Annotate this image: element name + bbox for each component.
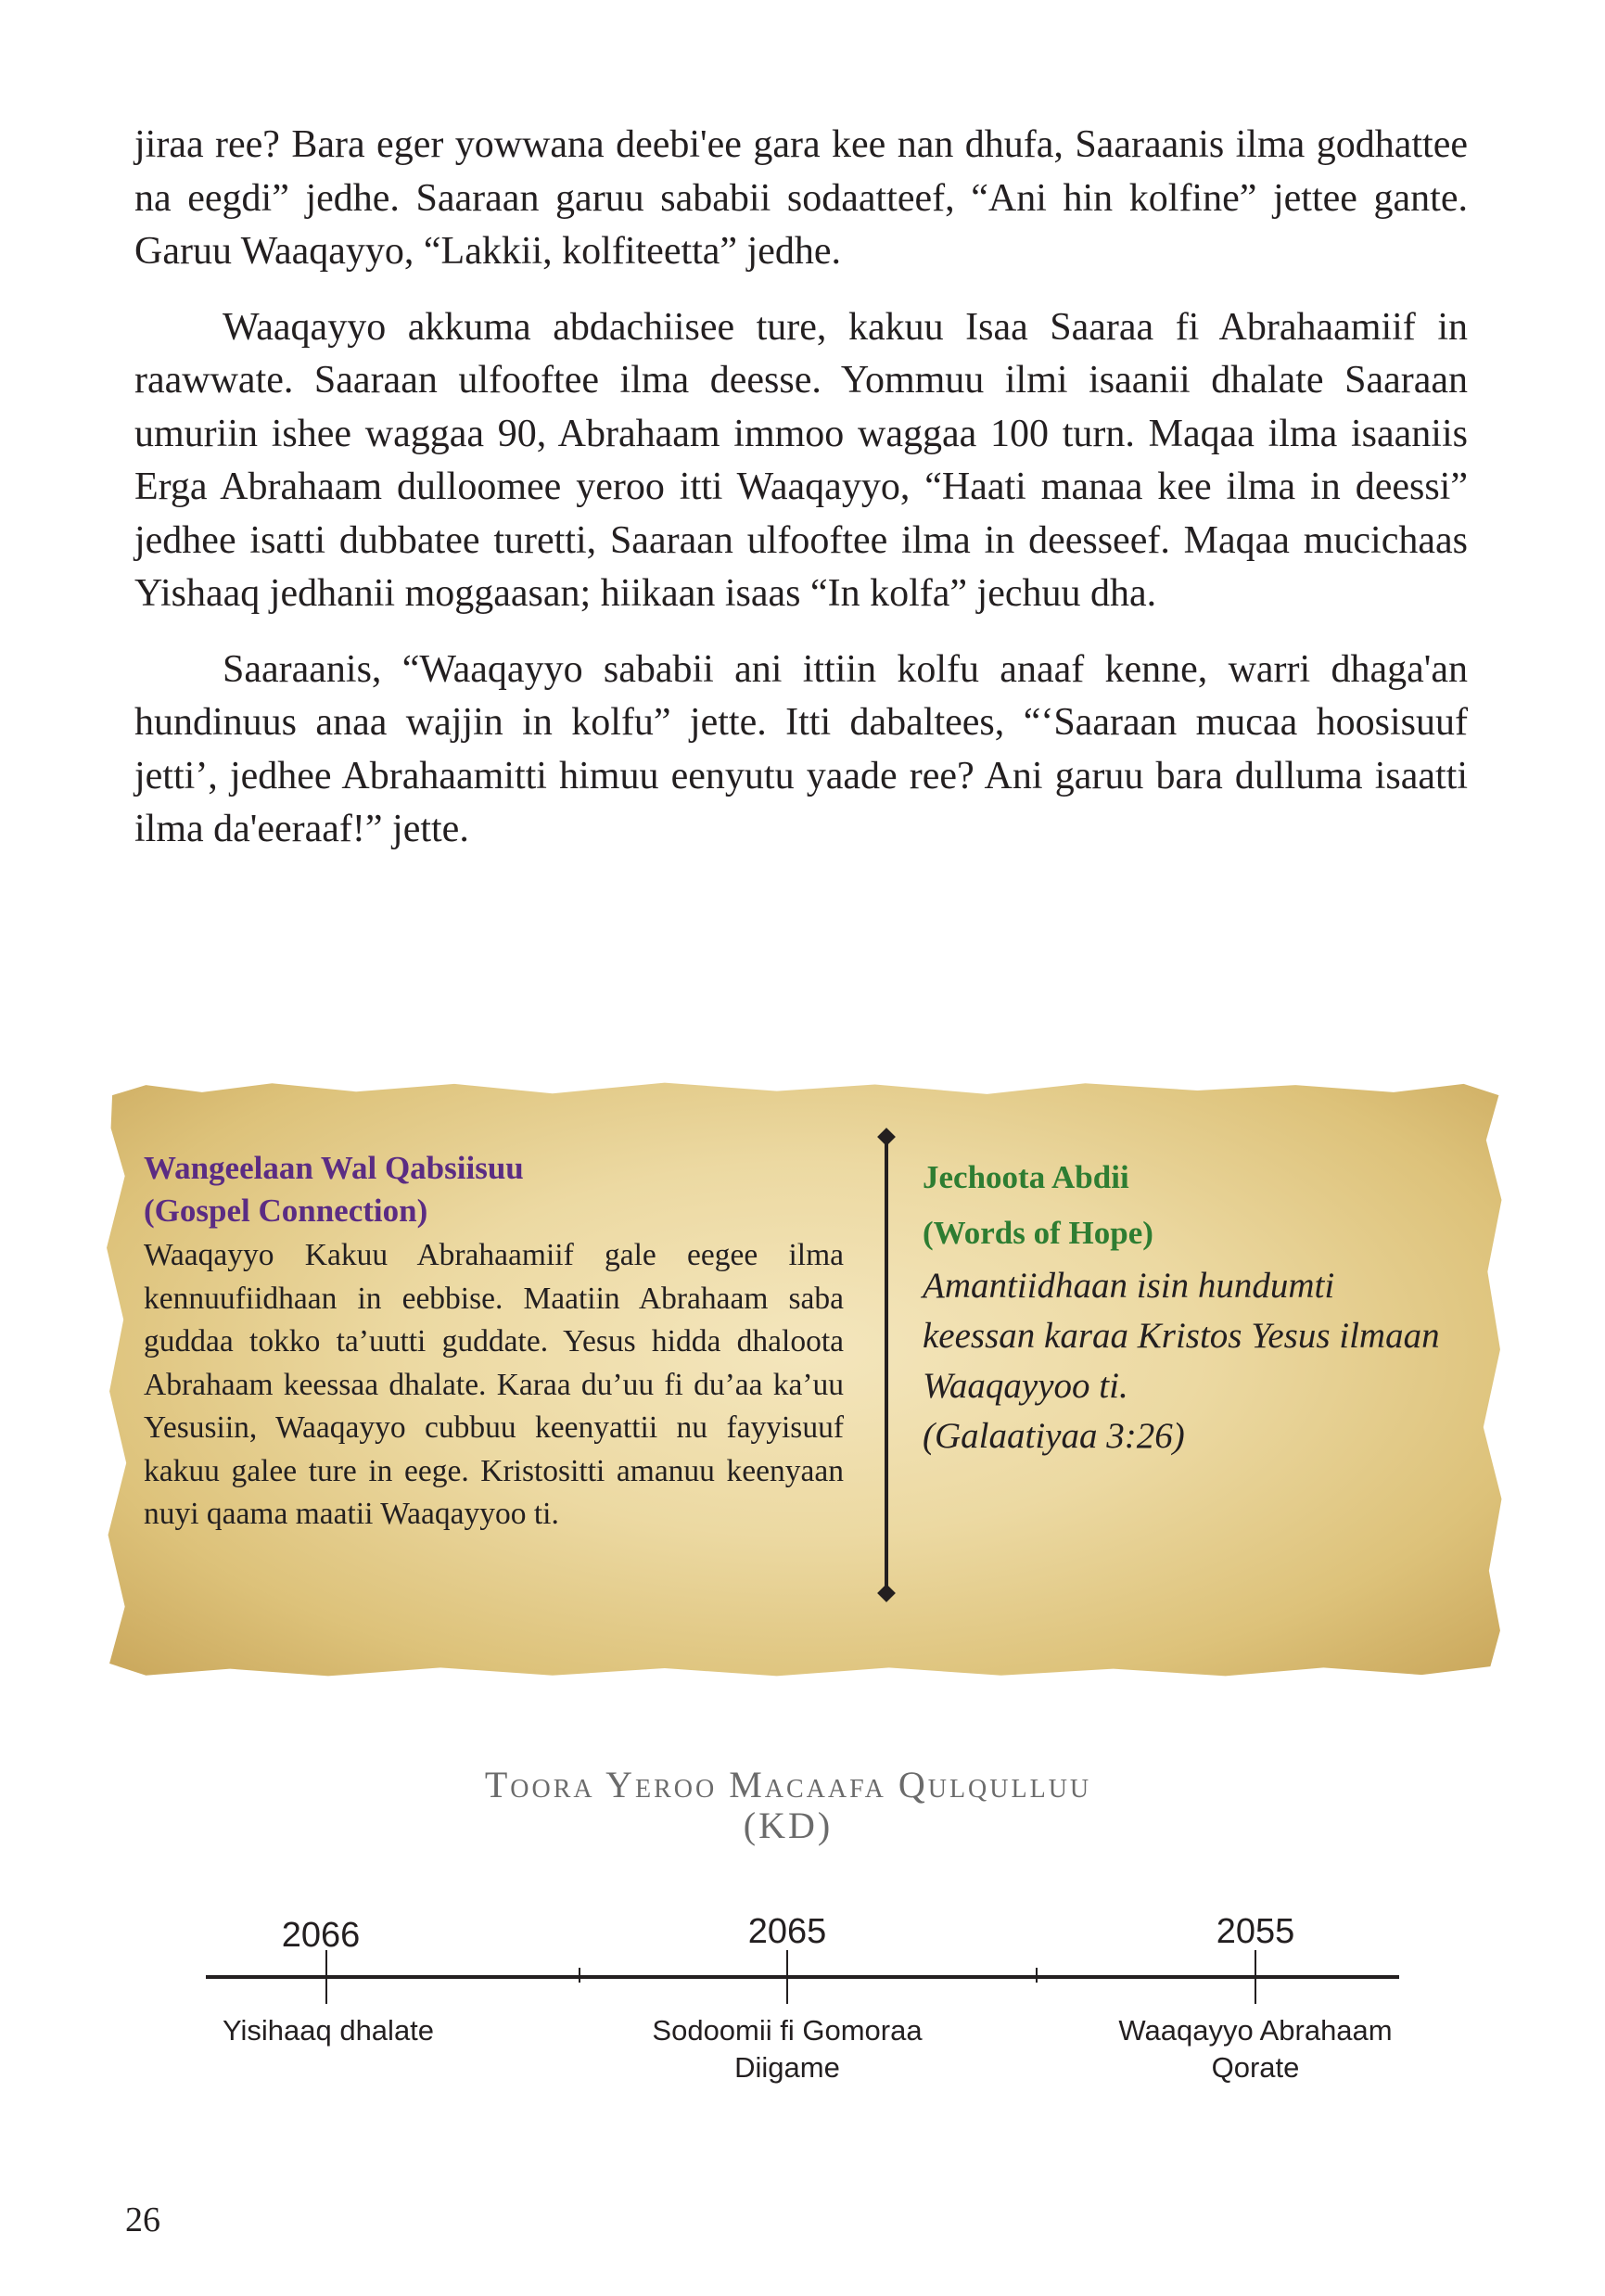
paragraph-1: jiraa ree? Bara eger yowwana deebi'ee gara kee nan dhufa, Saaraanis ilma godhattee na eegdi” jedhe. Saaraan garuu sababii sodaatteef, “Ani hin kolfine” jettee gante. Garuu Waaqayyo, “Lakkii, kolfiteetta” jedhe. <box>134 123 1468 273</box>
timeline-label-3-line1: Waaqayyo Abrahaam <box>1118 2014 1393 2047</box>
timeline-label-3-line2: Qorate <box>1211 2051 1300 2084</box>
timeline-axis <box>206 1975 1399 1979</box>
timeline-label-1 <box>134 2012 523 2049</box>
verse-reference: (Galaatiyaa 3:26) <box>923 1416 1185 1456</box>
timeline-label-3 <box>1061 2012 1450 2086</box>
timeline-year-3: 2055 <box>1216 1912 1295 1951</box>
timeline-label-2-line2: Diigame <box>734 2051 840 2084</box>
verse-text: Amantiidhaan isin hundumti keessan karaa Kristos Yesus ilmaan Waaqayyoo ti. <box>923 1266 1440 1406</box>
timeline-year-1: 2066 <box>281 1916 361 1955</box>
timeline-minor-tick-1 <box>579 1968 580 1983</box>
timeline-tick-3 <box>1255 1950 1256 2004</box>
timeline-tick-1 <box>325 1950 327 2004</box>
column-divider <box>885 1139 888 1593</box>
gospel-connection-body: Waaqayyo Kakuu Abrahaamiif gale eegee ilma kennuufiidhaan in eebbise. Maatiin Abrahaam saba guddaa tokko ta’uutti guddate. Yesus hidda dhaloota Abrahaam keessaa dhalate. Karaa du’uu fi du’aa ka’uu Yesusiin, Waaqayyo cubbuu keenyattii nu fayyisuuf kakuu galee ture in eege. Kristositti amanuu keenyaan nuyi qaama maatii Waaqayyoo ti. <box>144 1238 844 1531</box>
timeline-year-2: 2065 <box>747 1912 827 1951</box>
gospel-connection <box>144 1147 844 1537</box>
timeline-label-1-text: Yisihaaq dhalate <box>222 2014 435 2047</box>
timeline-label-2 <box>592 2012 982 2086</box>
gospel-connection-title-line2: (Gospel Connection) <box>144 1193 428 1229</box>
timeline-tick-2 <box>786 1950 788 2004</box>
body-text <box>134 119 1468 879</box>
paragraph-3: Saaraanis, “Waaqayyo sababii ani ittiin kolfu anaaf kenne, warri dhaga'an hundinuus anaa wajjin in kolfu” jette. Itti dabaltees, “‘Saaraan mucaa hoosisuuf jetti’, jedhee Abrahaamitti himuu eenyutu yaade ree? Ani garuu bara dulluma isaatti ilma da'eeraaf!” jette. <box>134 647 1468 850</box>
timeline-label-2-line1: Sodoomii fi Gomoraa <box>652 2014 923 2047</box>
timeline-title-line1: Toora Yeroo Macaafa Qulqulluu <box>484 1764 1092 1805</box>
words-of-hope <box>923 1150 1442 1461</box>
gospel-connection-title <box>144 1147 844 1232</box>
words-of-hope-title <box>923 1150 1442 1261</box>
paragraph-2: Waaqayyo akkuma abdachiisee ture, kakuu Isaa Saaraa fi Abrahaamiif in raawwate. Saaraan ulfooftee ilma deesse. Yommuu ilmi isaanii dhalate Saaraan umuriin ishee waggaa 90, Abrahaam immoo waggaa 100 turn. Maqaa ilma isaaniis Erga Abrahaam dulloomee yeroo itti Waaqayyo, “Haati manaa kee ilma in deessi” jedhee isatti dubbatee turetti, Saaraan ulfooftee ilma in deesseef. Maqaa mucichaas Yishaaq jedhanii moggaasan; hiikaan isaas “In kolfa” jechuu dha. <box>134 305 1468 615</box>
timeline-minor-tick-2 <box>1036 1968 1038 1983</box>
words-of-hope-verse <box>923 1261 1442 1461</box>
words-of-hope-title-line2: (Words of Hope) <box>923 1215 1153 1251</box>
words-of-hope-title-line1: Jechoota Abdii <box>923 1159 1129 1195</box>
gospel-connection-title-line1: Wangeelaan Wal Qabsiisuu <box>144 1150 524 1186</box>
timeline-title <box>278 1765 1298 1846</box>
timeline-title-line2: (KD) <box>743 1805 834 1846</box>
page-number: 26 <box>125 2200 160 2239</box>
